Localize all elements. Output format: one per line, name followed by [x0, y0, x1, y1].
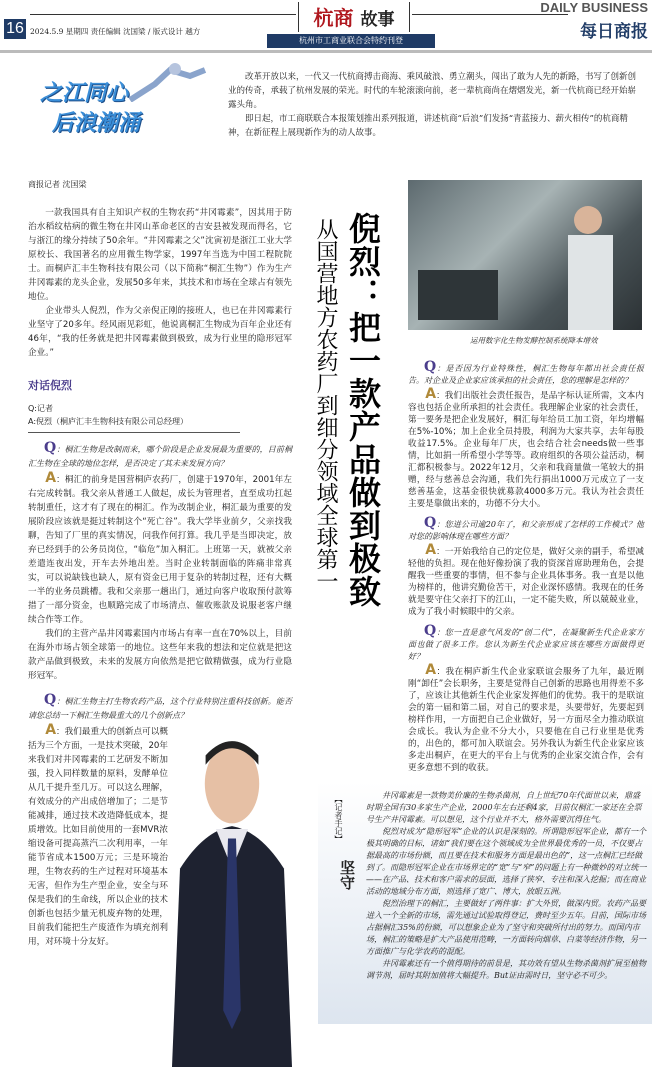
qa-block	[28, 693, 292, 949]
paragraph: 一款我国具有自主知识产权的生物农药“井冈霉素”，因其用于防治水稻纹枯病的微生物在井冈山革命老区的吉安县被发现而得名，它与浙江的缘分持续了50余年。“井冈霉素之父”沈寅初是浙江工业大学原校长、我国著名的应用微生物学家，1997年当选为中国工程院院士。而桐庐汇丰生物科技有限公司（以下简称“桐汇生物”）作为生产井冈霉素的龙头企业，发展50多年来，其技术和市场在全球占有领先地位。	[28, 208, 292, 302]
q-marker: Q	[44, 692, 57, 708]
answer: A：桐汇的前身是国营桐庐农药厂，创建于1970年，2001年左右完成转制。我父亲从普通工人做起，成长为管理者，直至成功扛起转制重任，这才有了现在的桐汇。作为改制企业，桐汇最为重要的发展阶段应该就是挺过转制这个“死亡谷”。我大学毕业前夕，父亲找我聊，告知了厂里的真实情况，问我作何打算。我几乎是当即决定，放弃已经到手的公务员岗位，“临危”加入桐汇。上班第一天，就被父亲差遣连夜出发，开车去外地出差。当时企业转制面临的阵痛非常真实，可以说缺钱也缺人，原有资金已用于复杂的转制过程，还有大概一半的业务员跳槽。我和父亲那一趟出门，通过向客户收取预付款筹措了一部分资金，也顺路完成了市场清点、催收账款及说服老客户继续合作等工作。	[28, 470, 292, 625]
paragraph: 企业带头人倪烈，作为父亲倪正刚的接班人，也已在井冈霉素行业坚守了20多年。经风雨见彩虹，他说离桐汇生物成为百年企业还有46年，“我的任务就是把井冈霉素做到极致，成为行业里的隐形冠军企业。”	[28, 306, 292, 358]
qa-block	[28, 441, 292, 683]
column-logo	[30, 62, 210, 142]
question: Q：桐汇生物主打生物农药产品，这个行业特别注重科技创新。能否请您总结一下桐汇生物最重大的几个创新点？	[28, 692, 292, 720]
q-marker: Q	[424, 623, 437, 639]
page-number: 16	[4, 19, 26, 39]
section-brand	[298, 2, 410, 32]
newspaper-name-en: DAILY BUSINESS	[540, 0, 648, 15]
answer: A：我们出版社会责任报告，是品字标认证所需，文本内容也包括企业所承担的社会责任。我理解企业家的社会责任，第一要务是把企业发展好，桐汇每年给员工加工资，年均增幅在5%-10%；加上企业全员持股，利润为大家共享，去年每股收益17.5%。企业每年厂庆，也会结合社会needs做一些事情，比如捐一所希望小学等等。政府组织的各项公益活动，桐汇都积极参与。2022年12月，父亲和我商量做一笔较大的捐赠，经与慈善总会沟通，我们先行捐出1000万元成立了一支慈善基金，这基金很快就募款4000多万元。我认为社会责任主要是靠做出来的，功德不分大小。	[408, 386, 644, 509]
a-marker: A	[425, 662, 437, 678]
notes-body	[366, 790, 648, 982]
paragraph: 井冈霉素是一款物美价廉的生物杀菌剂，自上世纪70年代面世以来，鼎盛时期全国有30多家生产企业，2000年左右还剩4家，目前仅桐汇一家还在全票号生产井冈霉素。可以想见，这个行业并不大，格外需要沉得住气。	[366, 791, 642, 824]
q-marker: Q	[44, 440, 57, 456]
photo-caption: 运用数字化生物发酵控制系统降本增效	[470, 336, 598, 345]
question: Q：您一直是意气风发的“创二代”，在凝聚新生代企业家方面也做了很多工作。您认为新生代企业家应该在哪些方面做得更好？	[408, 623, 644, 661]
a-marker: A	[45, 722, 57, 738]
a-role: A:倪烈（桐庐汇丰生物科技有限公司总经理）	[28, 417, 189, 426]
a-marker: A	[425, 386, 437, 402]
intro-paragraph: 改革开放以来，一代又一代杭商搏击商海、乘风破浪、勇立潮头，闯出了敢为人先的新路，书写了创新创业的传奇，承载了杭州发展的荣光。时代的车轮滚滚向前，老一辈杭商尚在熠熠发光，新一代杭商已经开始崭露头角。	[228, 72, 637, 110]
header-divider	[0, 50, 652, 53]
series-intro	[228, 70, 643, 140]
brand-name: 杭商	[313, 6, 354, 30]
paragraph: 倪烈治理下的桐汇，主要做好了两件事：扩大外贸，做深内贸。农药产品要进入一个全新的市场，需先通过试验取得登记，费时至少五年。目前，国际市场占据桐汇35%的份额，可以想象企业为了坚守和突破所付出的努力。而国内市场，桐汇的策略是扩大产品使用范畴，一方面转向烟草、白菜等经济作物，另一方面推广与化学农药的混配。	[366, 899, 646, 956]
a-marker: A	[45, 470, 57, 486]
q-role: Q:记者	[28, 404, 53, 413]
notes-tag: 【记者手记】	[334, 795, 343, 843]
byline: 商报记者 沈国梁	[28, 180, 87, 189]
article-photo	[408, 180, 642, 330]
sponsor-banner: 杭州市工商业联合会特约刊登	[267, 34, 435, 48]
qa-roles	[28, 402, 240, 433]
portrait-photo	[172, 727, 292, 1067]
lead-text	[28, 206, 292, 360]
question: Q：桐汇生物是改制而来，哪个阶段是企业发展最为重要的，目前桐汇生物在全球的地位怎样，是否决定了其未来发展方向？	[28, 440, 292, 468]
qa-column-right	[408, 360, 644, 774]
left-column	[28, 178, 292, 1067]
logo-line-2: 后浪潮涌	[52, 111, 141, 136]
intro-paragraph: 即日起，市工商联联合本报策划推出系列报道，讲述杭商“后浪”们发扬“青蓝接力、薪火相传”的杭商精神，在新征程上展现新作为的动人故事。	[228, 114, 628, 138]
lab-scene	[408, 180, 642, 330]
question: Q：是否因为行业特殊性，桐汇生物每年都出社会责任报告。对企业及企业家应该承担的社会责任，您的理解是怎样的？	[408, 359, 644, 385]
answer: A：我在桐庐新生代企业家联谊会服务了九年，最近刚刚“卸任”会长职务，主要是觉得自己创新的思路也用得差不多了，应该让其他新生代企业家发挥他们的优势。我干的是联谊会的第一届和第二届，对自己的要求是，头要带好，先要起到榜样作用，一方面把自己企业做好，另一方面尽全力推动联谊会成长。我认为企业不分大小，只要他在自己行业里是优秀的，出色的，都可加入联谊会。另外我认为新生代企业家应该多走出桐庐，在更大的平台上与优秀的企业家交流合作，会有更多意想不到的收获。	[408, 662, 644, 773]
dialog-heading: 对话倪烈	[28, 379, 72, 392]
portrait-illustration	[172, 727, 292, 1067]
answer: A：一开始我给自己的定位是，做好父亲的副手，希望减轻他的负担。现在他好像扮演了我的资深首席助理角色，会提醒我一些重要的事情，但不参与企业具体事务。我一直是以他为榜样的，他讲究勤俭苦干，对企业深怀感情。我现在的任务就是要守住父亲打下的江山，一定不能失败，所以兢兢业业，成为了我小时候眼中的父亲。	[408, 542, 644, 617]
rule	[30, 14, 296, 15]
headline: 倪烈：把一款产品做到极致	[344, 212, 382, 608]
paragraph: 井冈霉素还有一个值得期待的前景是，其功效有望从生物杀菌剂扩展至植物调节剂，届时其附加值将大幅提升。But证由需时日，坚守必不可少。	[366, 959, 646, 980]
notes-title: 坚守	[338, 860, 356, 890]
q-marker: Q	[424, 515, 437, 531]
paragraph: 倪烈对成为“隐形冠军”企业的认识是深刻的。所谓隐形冠军企业，都有一个极其明确的目标，诸如“我们要在这个领域成为全世界最优秀的一员，不仅要占据最高的市场份额，而且要在技术和服务方面是最出色的”，这一点桐汇已经做到了。而隐形冠军企业在市场界定的“宽”与“窄”的问题上有一种微妙的对立统一——在产品、技术和客户需求的层面，选择了狭窄、专注和深入挖掘；而在商业活动的地域分布方面，则选择了宽广、博大，放眼五洲。	[366, 827, 647, 896]
section-name: 故事	[360, 10, 395, 30]
newspaper-name-cn: 每日商报	[580, 22, 648, 42]
answer: A：我们最重大的创新点可以概括为三个方面，一是技术突破，20年来我们对井冈霉素的工艺研发不断加强，投入同样数量的原料，发酵单位从几千提升至几万。可以这么理解，有效成分的产出成倍增加了；二是节能减排，通过技术改造降低成本，提质增效。比如目前使用的一套MVR浓缩设备可提高蒸汽二次利用率，一年能节省成本1500万元；三是环境治理，生物农药的生产过程对环境基本无害，但作为生产型企业，安全与环保是我们的生命线，所以企业的技术创新也包括少量无机废弃物的处理，目前我们能把生产废渣作为填充剂利用，对环境十分友好。	[28, 722, 168, 947]
q-marker: Q	[424, 359, 437, 375]
runner-illustration	[120, 62, 210, 102]
a-marker: A	[425, 542, 437, 558]
dateline: 2024.5.9 星期四 责任编辑 沈国梁 / 版式设计 越方	[30, 27, 201, 36]
logo-line-1: 之江同心	[40, 81, 129, 106]
question: Q：您进公司逾20年了，和父亲形成了怎样的工作模式？他对您的影响体现在哪些方面？	[408, 515, 644, 541]
answer-paragraph: 我们的主营产品井冈霉素国内市场占有率一直在70%以上，目前在海外市场占领全球第一的地位。这些年来我的想法和定位就是把这款产品做到极致，未来的发展方向依然是把它做精做强，成为行业隐形冠军。	[28, 629, 292, 681]
subheadline: 从国营地方农药厂到细分领域全球第一	[313, 218, 338, 592]
